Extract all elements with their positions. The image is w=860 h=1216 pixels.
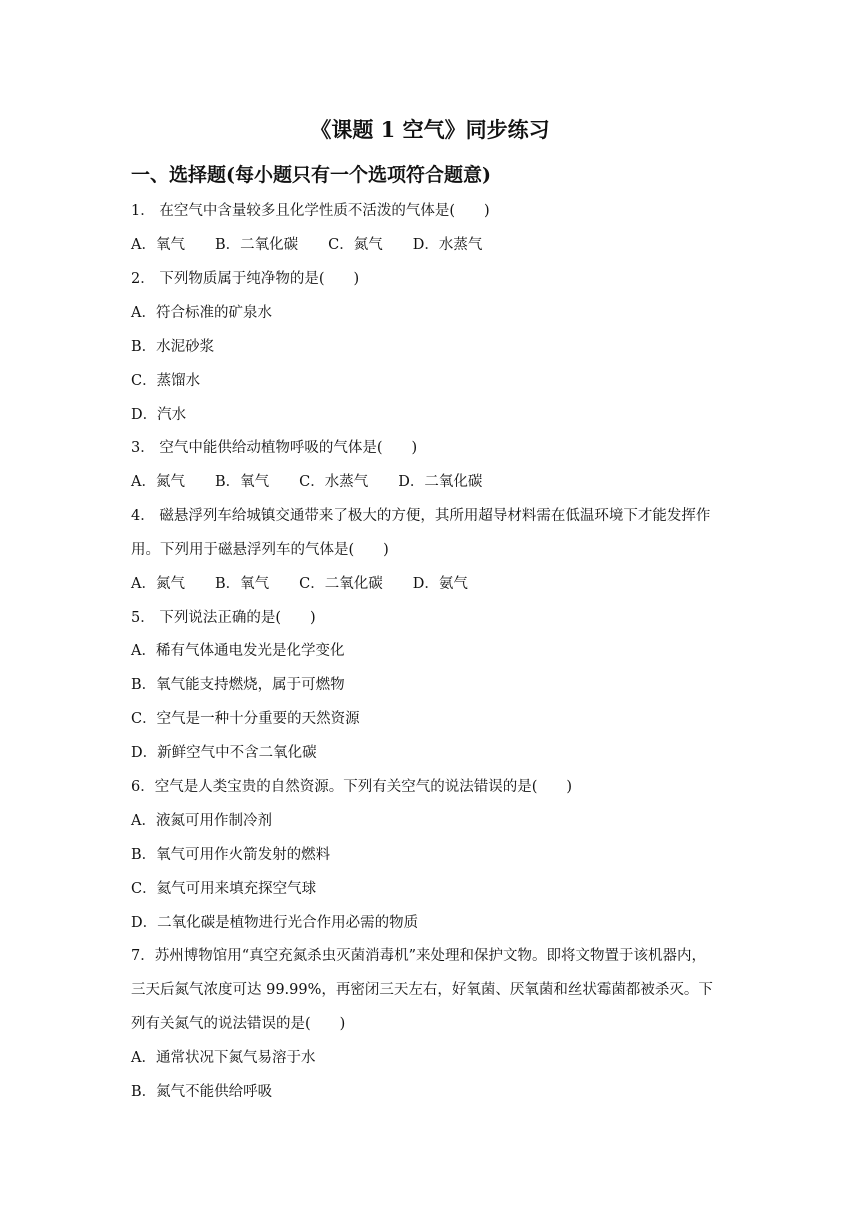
section-heading: 一、选择题(每小题只有一个选项符合题意): [131, 164, 491, 186]
q3-option-a: A．氮气: [131, 474, 185, 490]
question-4-stem-line-1: 4． 磁悬浮列车给城镇交通带来了极大的方便，其所用超导材料需在低温环境下才能发挥作: [131, 508, 711, 524]
q7-option-b: B．氮气不能供给呼吸: [131, 1084, 273, 1100]
question-5-stem: 5． 下列说法正确的是( ): [131, 610, 316, 626]
q2-option-a: A．符合标准的矿泉水: [131, 305, 272, 321]
q1-option-c: C．氮气: [328, 237, 383, 253]
question-7-stem-line-1: 7．苏州博物馆用“真空充氮杀虫灭菌消毒机”来处理和保护文物。即将文物置于该机器内，: [131, 948, 707, 964]
q6-option-d: D．二氧化碳是植物进行光合作用必需的物质: [131, 915, 419, 931]
question-1-options: [131, 235, 512, 255]
q5-option-b: B．氧气能支持燃烧，属于可燃物: [131, 677, 345, 693]
question-2-stem: 2． 下列物质属于纯净物的是( ): [131, 271, 360, 287]
question-1-stem: 1． 在空气中含量较多且化学性质不活泼的气体是( ): [131, 203, 490, 219]
question-4-stem-line-2: 用。下列用于磁悬浮列车的气体是( ): [131, 542, 389, 558]
q2-option-d: D．汽水: [131, 407, 187, 423]
question-3-options: [131, 472, 512, 492]
question-4-options: [131, 574, 498, 594]
q3-option-d: D．二氧化碳: [398, 474, 483, 490]
q4-option-b: B．氧气: [214, 576, 270, 592]
q6-option-b: B．氧气可用作火箭发射的燃料: [131, 847, 331, 863]
q4-option-d: D．氨气: [412, 576, 468, 592]
q3-option-c: C．水蒸气: [299, 474, 369, 490]
q3-option-b: B．氧气: [214, 474, 270, 490]
question-7-stem-line-3: 列有关氮气的说法错误的是( ): [131, 1016, 346, 1032]
q5-option-a: A．稀有气体通电发光是化学变化: [131, 643, 345, 659]
q7-option-a: A．通常状况下氮气易溶于水: [131, 1050, 316, 1066]
q5-option-c: C．空气是一种十分重要的天然资源: [131, 711, 360, 727]
q6-option-a: A．液氮可用作制冷剂: [131, 813, 272, 829]
q5-option-d: D．新鲜空气中不含二氧化碳: [131, 745, 317, 761]
q1-option-a: A．氧气: [131, 237, 185, 253]
q4-option-a: A．氮气: [131, 576, 185, 592]
q6-option-c: C．氦气可用来填充探空气球: [131, 881, 317, 897]
q2-option-c: C．蒸馏水: [131, 373, 201, 389]
document-title: 《课题 1 空气》同步练习: [310, 117, 550, 142]
question-7-stem-line-2: 三天后氮气浓度可达 99.99%，再密闭三天左右，好氧菌、厌氧菌和丝状霉菌都被杀灭。下: [131, 982, 713, 998]
q2-option-b: B．水泥砂浆: [131, 339, 215, 355]
question-3-stem: 3． 空气中能供给动植物呼吸的气体是( ): [131, 440, 418, 456]
q4-option-c: C．二氧化碳: [299, 576, 383, 592]
question-6-stem: 6．空气是人类宝贵的自然资源。下列有关空气的说法错误的是( ): [131, 779, 573, 795]
q1-option-d: D．水蒸气: [412, 237, 483, 253]
q1-option-b: B．二氧化碳: [214, 237, 299, 253]
